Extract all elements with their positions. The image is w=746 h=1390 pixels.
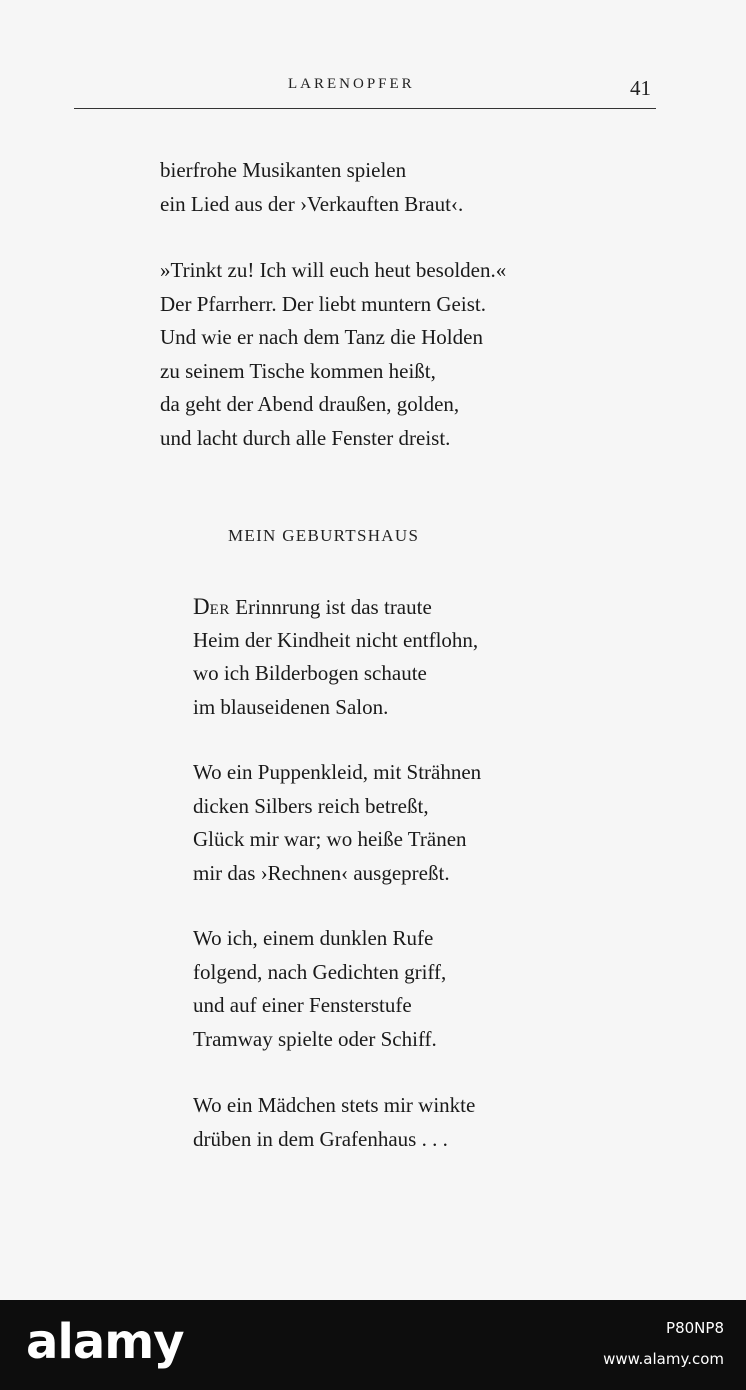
image-id: P80NP8: [666, 1319, 724, 1337]
verse-line: drüben in dem Grafenhaus . . .: [193, 1126, 448, 1151]
verse-line: wo ich Bilderbogen schaute: [193, 661, 427, 685]
first-line-text: Erinnrung ist das traute: [230, 595, 432, 619]
poem-title: MEIN GEBURTSHAUS: [228, 526, 420, 545]
page-number: 41: [630, 76, 651, 100]
verse-line: zu seinem Tische kommen heißt,: [160, 358, 436, 383]
poem2-stanza2: [193, 756, 481, 890]
header-rule: [74, 108, 656, 109]
alamy-logo: alamy: [26, 1314, 184, 1370]
verse-line: mir das ›Rechnen‹ ausgepreßt.: [193, 860, 450, 885]
small-caps-word: ER: [209, 602, 230, 618]
site-url: www.alamy.com: [603, 1350, 724, 1368]
running-header-title: LARENOPFER: [288, 76, 415, 92]
initial-letter: D: [193, 594, 210, 619]
verse-line: Tramway spielte oder Schiff.: [193, 1026, 437, 1051]
verse-line: da geht der Abend draußen, golden,: [160, 392, 460, 416]
verse-line: »Trinkt zu! Ich will euch heut besolden.«: [160, 258, 507, 282]
verse-line: Der Pfarrherr. Der liebt muntern Geist.: [160, 291, 486, 316]
verse-line: Wo ich, einem dunklen Rufe: [193, 926, 434, 950]
verse-line: Heim der Kindheit nicht entflohn,: [193, 627, 479, 652]
verse-line-first: [193, 590, 478, 624]
verse-line: folgend, nach Gedichten griff,: [193, 959, 447, 984]
verse-line: Glück mir war; wo heiße Tränen: [193, 827, 467, 851]
verse-line: und auf einer Fensterstufe: [193, 993, 412, 1017]
verse-line: Wo ein Mädchen stets mir winkte: [193, 1093, 476, 1117]
verse-line: und lacht durch alle Fenster dreist.: [160, 425, 451, 450]
verse-line: ein Lied aus der ›Verkauften Braut‹.: [160, 191, 464, 216]
poem1-stanza1: [160, 154, 463, 221]
poem1-stanza2: [160, 254, 506, 455]
poem2-stanza1: [193, 590, 478, 724]
verse-line: Wo ein Puppenkleid, mit Strähnen: [193, 760, 482, 784]
poem2-stanza4: [193, 1089, 475, 1156]
verse-line: dicken Silbers reich betreßt,: [193, 793, 429, 818]
stock-watermark-bar: [0, 1300, 746, 1390]
verse-line: bierfrohe Musikanten spielen: [160, 158, 407, 182]
poem2-stanza3: [193, 922, 446, 1056]
verse-line: Und wie er nach dem Tanz die Holden: [160, 325, 483, 349]
verse-line: im blauseidenen Salon.: [193, 694, 389, 719]
